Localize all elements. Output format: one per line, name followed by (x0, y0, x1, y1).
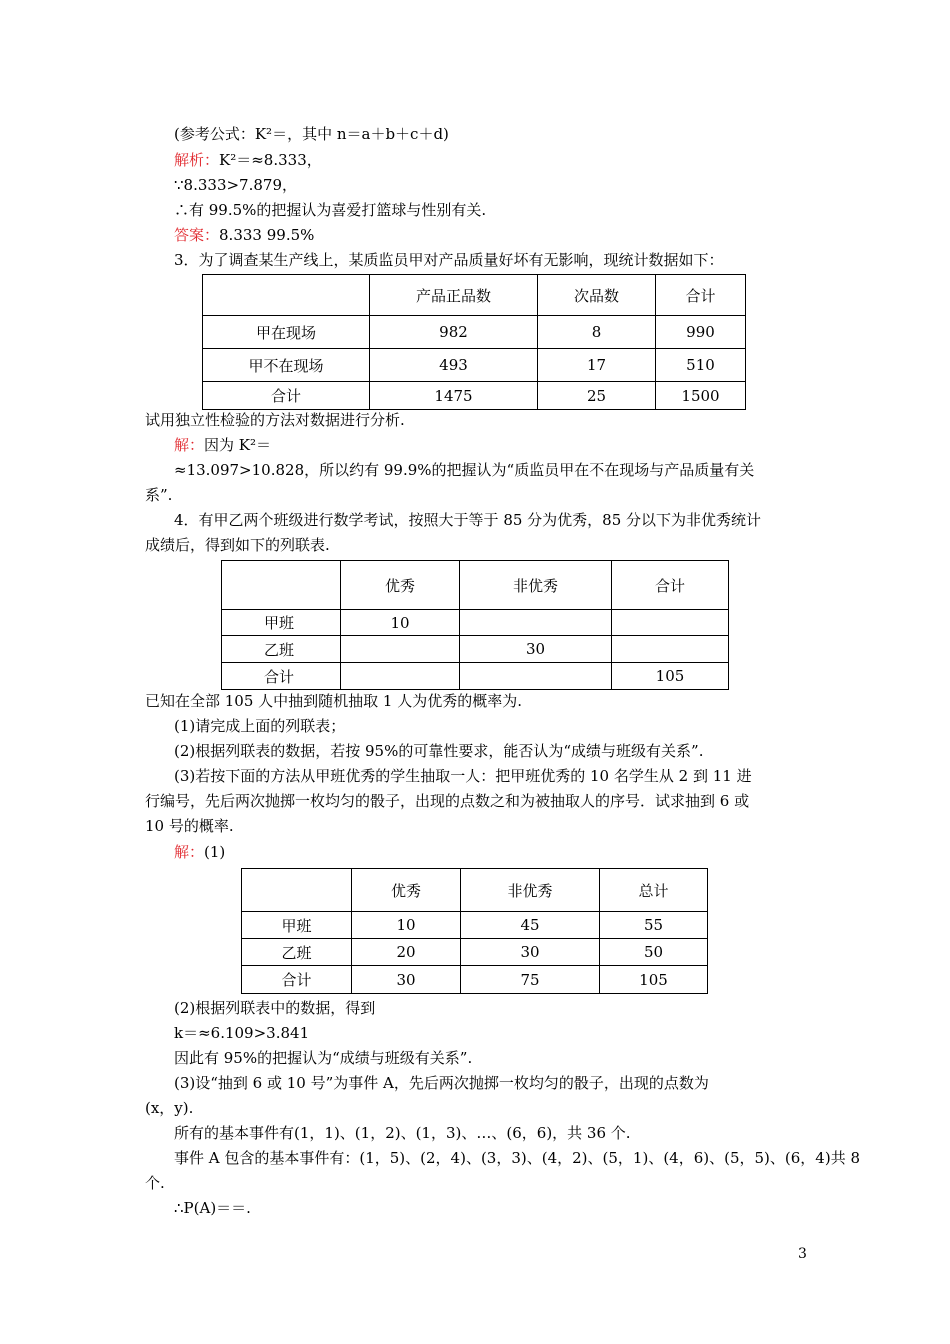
table-header-cell: 次品数 (538, 275, 656, 316)
p3-solution-line (174, 435, 271, 455)
table-cell: 乙班 (222, 636, 341, 663)
table-header-cell: 合计 (612, 561, 729, 610)
table-cell: 510 (656, 349, 746, 382)
p4-solution-6: (x，y). (145, 1099, 194, 1117)
table-cell: 105 (612, 663, 729, 690)
table-cell: 55 (600, 912, 708, 939)
solution-label: 解： (174, 436, 205, 454)
solution-text: K²＝≈8.333， (219, 151, 322, 169)
table-cell (341, 636, 460, 663)
solution-text: (1) (204, 843, 226, 861)
table-header-cell: 总计 (600, 869, 708, 912)
p3-solution-3: 系”. (145, 486, 173, 504)
table-cell: 10 (352, 912, 461, 939)
table-cell: 45 (461, 912, 600, 939)
solution-label: 解： (174, 843, 205, 861)
table-cell: 25 (538, 382, 656, 410)
p2-therefore: ∴有 99.5%的把握认为喜爱打篮球与性别有关. (174, 201, 487, 219)
table-cell (460, 610, 612, 636)
table-cell: 982 (370, 316, 538, 349)
p2-solution-line (174, 150, 322, 170)
table-cell: 30 (460, 636, 612, 663)
p3-solution-2: ≈13.097>10.828，所以约有 99.9%的把握认为“质监员甲在不在现场与产品质量有关 (174, 461, 755, 479)
problem-4-q3-1: (3)若按下面的方法从甲班优秀的学生抽取一人：把甲班优秀的 10 名学生从 2 到 11 进 (174, 767, 752, 785)
table-cell: 合计 (222, 663, 341, 690)
problem-4-q3-2: 行编号，先后两次抛掷一枚均匀的骰子，出现的点数之和为被抽取人的序号．试求抽到 6 或 (145, 792, 750, 810)
table-cell: 合计 (203, 382, 370, 410)
table-cell: 493 (370, 349, 538, 382)
problem-4-stem-2: 成绩后，得到如下的列联表. (145, 536, 330, 554)
table-production (202, 274, 746, 410)
answer-text: 8.333 99.5% (219, 226, 315, 244)
p4-solution-9: 个. (145, 1174, 165, 1192)
page-number: 3 (798, 1246, 807, 1262)
solution-label: 解析： (174, 151, 220, 169)
problem-4-stem-1: 4．有甲乙两个班级进行数学考试，按照大于等于 85 分为优秀，85 分以下为非优秀统计 (174, 511, 762, 529)
table-cell: 甲班 (242, 912, 352, 939)
answer-label: 答案： (174, 226, 220, 244)
table-cell: 20 (352, 939, 461, 966)
table-header-cell (242, 869, 352, 912)
problem-4-q3-3: 10 号的概率. (145, 817, 234, 835)
table-cell: 10 (341, 610, 460, 636)
table-cell: 乙班 (242, 939, 352, 966)
table-contingency-blank (221, 560, 729, 690)
table-cell: 甲班 (222, 610, 341, 636)
table-cell (612, 610, 729, 636)
table-header-cell: 非优秀 (460, 561, 612, 610)
table-cell: 1500 (656, 382, 746, 410)
problem-4-known: 已知在全部 105 人中抽到随机抽取 1 人为优秀的概率为. (145, 692, 523, 710)
table-contingency-filled (241, 868, 708, 994)
solution-text: 因为 K²＝ (204, 436, 272, 454)
p4-solution-line (174, 842, 225, 862)
p4-solution-7: 所有的基本事件有(1，1)、(1，2)、(1，3)、…、(6，6)，共 36 个. (174, 1124, 631, 1142)
table-cell (612, 636, 729, 663)
table-header-cell (203, 275, 370, 316)
table-cell (341, 663, 460, 690)
p4-solution-5: (3)设“抽到 6 或 10 号”为事件 A，先后两次抛掷一枚均匀的骰子，出现的点数为 (174, 1074, 709, 1092)
problem-3-task: 试用独立性检验的方法对数据进行分析. (145, 411, 405, 429)
table-cell: 50 (600, 939, 708, 966)
table-header-cell: 非优秀 (461, 869, 600, 912)
p4-solution-10: ∴P(A)＝＝. (174, 1199, 251, 1217)
table-cell: 1475 (370, 382, 538, 410)
p4-solution-2: (2)根据列联表中的数据，得到 (174, 999, 376, 1017)
table-header-cell: 产品正品数 (370, 275, 538, 316)
table-header-cell (222, 561, 341, 610)
p2-answer-line (174, 225, 314, 245)
p4-solution-4: 因此有 95%的把握认为“成绩与班级有关系”. (174, 1049, 473, 1067)
table-cell: 17 (538, 349, 656, 382)
table-cell: 105 (600, 966, 708, 994)
table-cell: 合计 (242, 966, 352, 994)
table-header-cell: 优秀 (341, 561, 460, 610)
table-header-cell: 合计 (656, 275, 746, 316)
p2-because: ∵8.333>7.879， (174, 176, 297, 194)
table-cell: 甲不在现场 (203, 349, 370, 382)
problem-4-q1: (1)请完成上面的列联表； (174, 717, 346, 735)
table-cell: 75 (461, 966, 600, 994)
problem-4-q2: (2)根据列联表的数据，若按 95%的可靠性要求，能否认为“成绩与班级有关系”. (174, 742, 704, 760)
table-cell (460, 663, 612, 690)
table-cell: 8 (538, 316, 656, 349)
p4-solution-3: k＝≈6.109>3.841 (174, 1024, 310, 1042)
formula-reference: (参考公式：K²＝，其中 n＝a＋b＋c＋d) (174, 125, 449, 143)
table-cell: 990 (656, 316, 746, 349)
table-header-cell: 优秀 (352, 869, 461, 912)
problem-3-stem: 3．为了调查某生产线上，某质监员甲对产品质量好坏有无影响，现统计数据如下： (174, 251, 724, 269)
table-cell: 30 (352, 966, 461, 994)
table-cell: 30 (461, 939, 600, 966)
p4-solution-8: 事件 A 包含的基本事件有：(1，5)、(2，4)、(3，3)、(4，2)、(5，1)、(4，6)、(5，5)、(6，4)共 8 (174, 1149, 861, 1167)
table-cell: 甲在现场 (203, 316, 370, 349)
